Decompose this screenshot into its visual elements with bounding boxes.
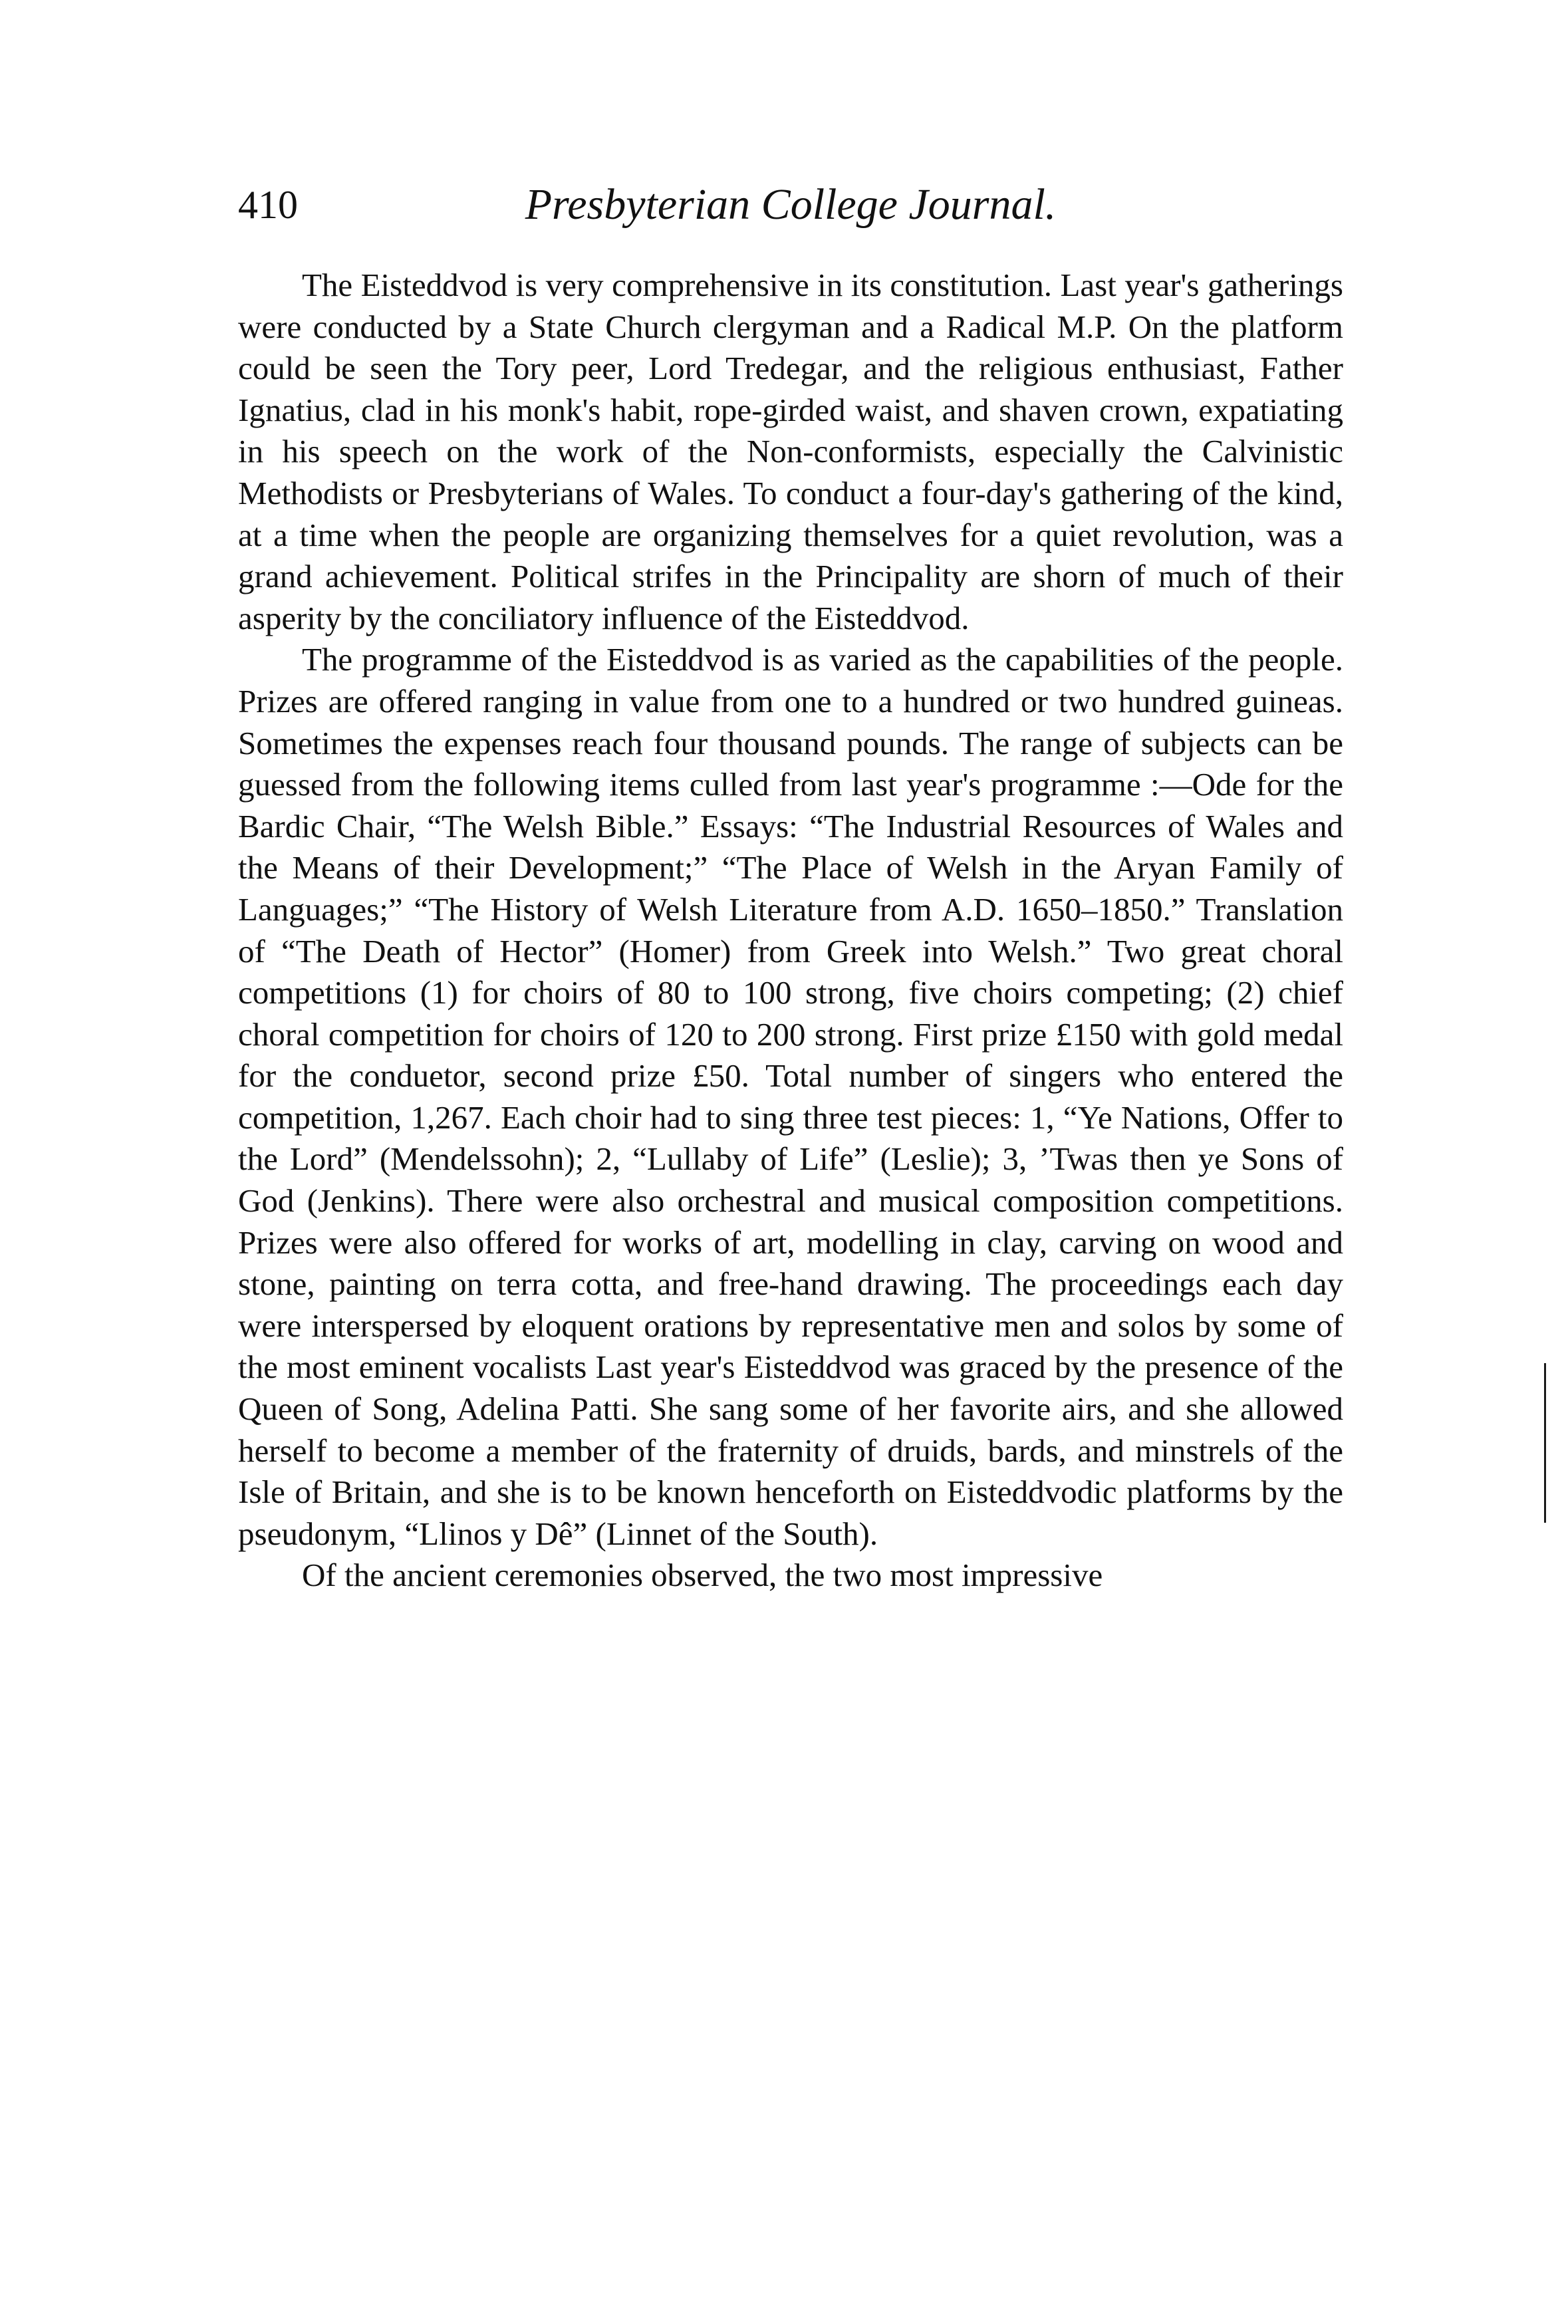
running-head [238,178,1343,231]
scan-edge-mark [1544,1363,1546,1523]
paragraph-constitution: The Eisteddvod is very comprehensive in its constitution. Last year's gatherings were conducted by a State Church clergyman and a Radical M.P. On the platform could be seen the Tory peer, Lord Tredegar, and the religious enthusiast, Father Ignatius, clad in his monk's habit, rope-girded waist, and shaven crown, expatiating in his speech on the work of the Non-conformists, especially the Calvinistic Methodists or Presbyterians of Wales. To conduct a four-day's gathering of the kind, at a time when the people are organizing themselves for a quiet revolution, was a grand achievement. Political strifes in the Principality are shorn of much of their asperity by the conciliatory influence of the Eisteddvod. [238,267,1343,636]
journal-title: Presbyterian College Journal. [525,180,1057,229]
paragraph-programme: The programme of the Eisteddvod is as varied as the capabilities of the people. Prizes are offered ranging in value from one to a hundred or two hundred guineas. Sometimes the expenses reach four thousand pounds. The range of subjects can be guessed from the following items culled from last year's programme :—Ode for the Bardic Chair, “The Welsh Bible.” Essays: “The Industrial Resources of Wales and the Means of their Development;” “The Place of Welsh in the Aryan Family of Languages;” “The History of Welsh Literature from A.D. 1650–1850.” Translation of “The Death of Hector” (Homer) from Greek into Welsh.” Two great choral competitions (1) for choirs of 80 to 100 strong, five choirs competing; (2) chief choral competition for choirs of 120 to 200 strong. First prize £150 with gold medal for the conduetor, second prize £50. Total number of singers who entered the competition, 1,267. Each choir had to sing three test pieces: 1, “Ye Nations, Offer to the Lord” (Mendelssohn); 2, “Lullaby of Life” (Leslie); 3, ’Twas then ye Sons of God (Jenkins). There were also orchestral and musical composition competitions. Prizes were also offered for works of art, modelling in clay, carving on wood and stone, painting on terra cotta, and free-hand drawing. The proceedings each day were interspersed by eloquent orations by representative men and solos by some of the most eminent vocalists Last year's Eisteddvod was graced by the presence of the Queen of Song, Adelina Patti. She sang some of her favorite airs, and she allowed herself to become a member of the fraternity of druids, bards, and minstrels of the Isle of Britain, and she is to be known henceforth on Eisteddvodic platforms by the pseudonym, “Llinos y Dê” (Linnet of the South). [238,641,1343,1552]
page-number: 410 [238,183,298,227]
body-text [238,265,1343,1597]
paragraph-ceremonies: Of the ancient ceremonies observed, the two most impressive [302,1557,1103,1594]
